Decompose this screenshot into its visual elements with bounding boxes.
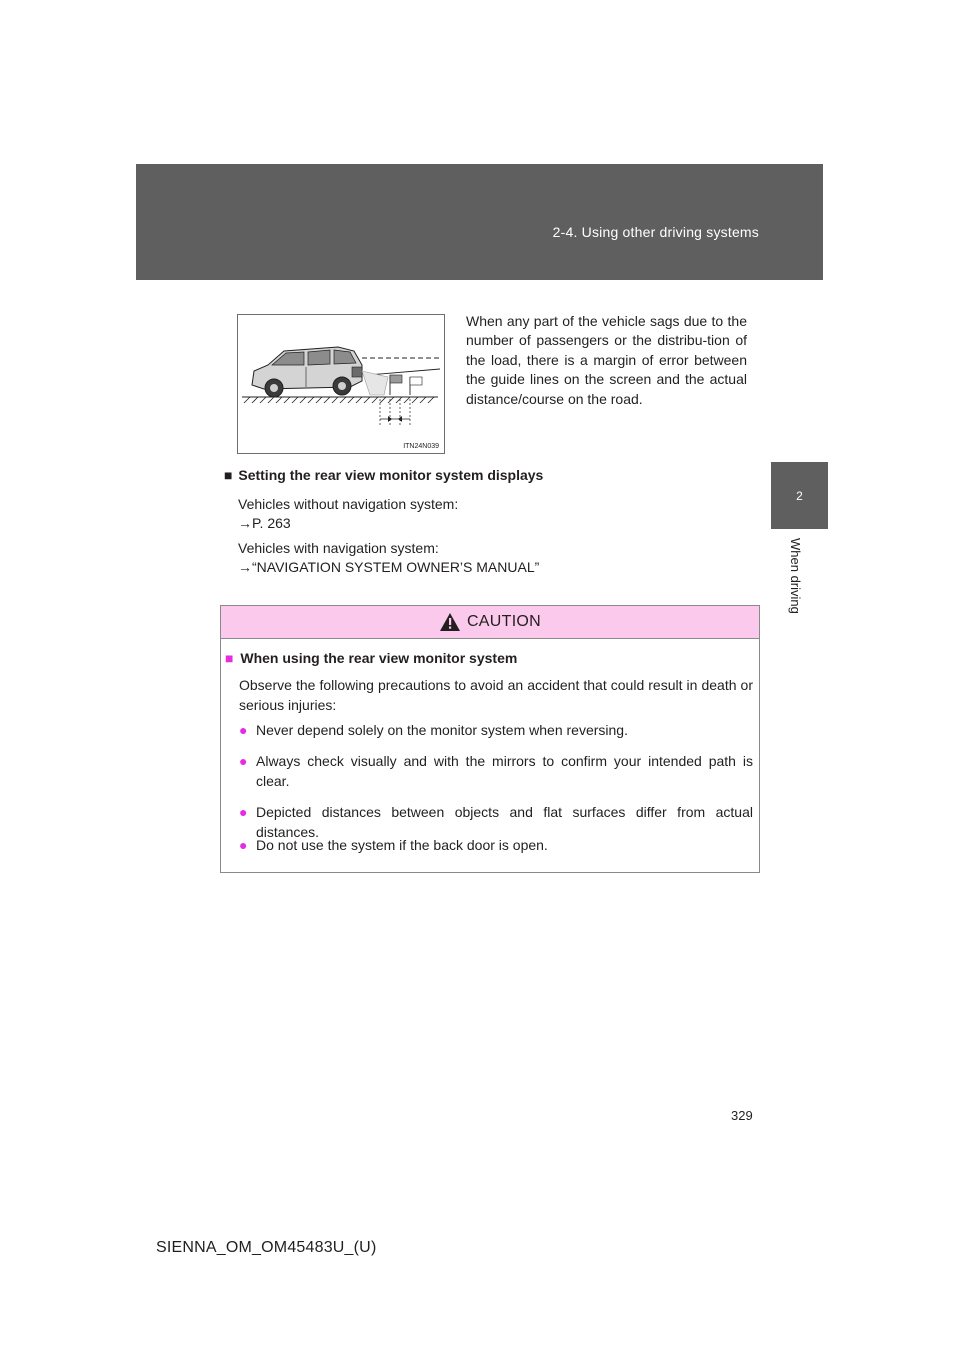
caution-header: [221, 606, 759, 639]
list-item: [239, 720, 753, 740]
with-nav-label: Vehicles with navigation system:: [238, 540, 439, 556]
list-item: [239, 835, 753, 855]
with-nav-ref: →“NAVIGATION SYSTEM OWNER’S MANUAL”: [238, 559, 540, 575]
chapter-label: When driving: [788, 538, 803, 614]
figure-code: ITN24N039: [403, 443, 439, 450]
list-item-text: Do not use the system if the back door is open.: [256, 837, 548, 853]
section-title: 2-4. Using other driving systems: [552, 224, 759, 240]
chapter-number: 2: [796, 488, 803, 503]
bullet-dot-icon: ●: [239, 722, 248, 738]
caution-title: CAUTION: [466, 613, 542, 630]
bullet-dot-icon: ●: [239, 804, 248, 820]
list-item: [239, 751, 753, 791]
vehicle-sag-illustration: [237, 314, 445, 454]
chapter-tab: [771, 462, 828, 529]
document-code: SIENNA_OM_OM45483U_(U): [156, 1239, 377, 1256]
caution-box: [220, 605, 760, 873]
list-item-text: Never depend solely on the monitor system when reversing.: [256, 722, 628, 738]
figure-caption: When any part of the vehicle sags due to the number of passengers or the distribu-tion of the load, there is a margin of error between the guide lines on the screen and the actual distance/course on the road.: [466, 313, 747, 407]
vehicle-sag-drawing: [238, 315, 444, 453]
caution-intro: Observe the following precautions to avoid an accident that could result in death or serious injuries:: [239, 677, 753, 713]
bullet-dot-icon: ●: [239, 837, 248, 853]
settings-heading: [224, 467, 543, 483]
list-item-text: Always check visually and with the mirrors to confirm your intended path is clear.: [256, 753, 753, 789]
without-nav-ref: →P. 263: [238, 515, 291, 531]
caution-subheading-text: When using the rear view monitor system: [240, 650, 518, 666]
bullet-dot-icon: ●: [239, 753, 248, 769]
header-band: [136, 164, 823, 280]
square-bullet-icon: ■: [225, 650, 234, 666]
caution-subheading: [225, 650, 517, 666]
list-item-text: Depicted distances between objects and flat surfaces differ from actual distances.: [256, 804, 753, 840]
settings-heading-text: Setting the rear view monitor system displays: [238, 467, 544, 483]
square-bullet-icon: ■: [224, 467, 233, 483]
page-number: 329: [731, 1108, 753, 1123]
warning-triangle-icon: [439, 612, 461, 632]
without-nav-label: Vehicles without navigation system:: [238, 496, 459, 512]
